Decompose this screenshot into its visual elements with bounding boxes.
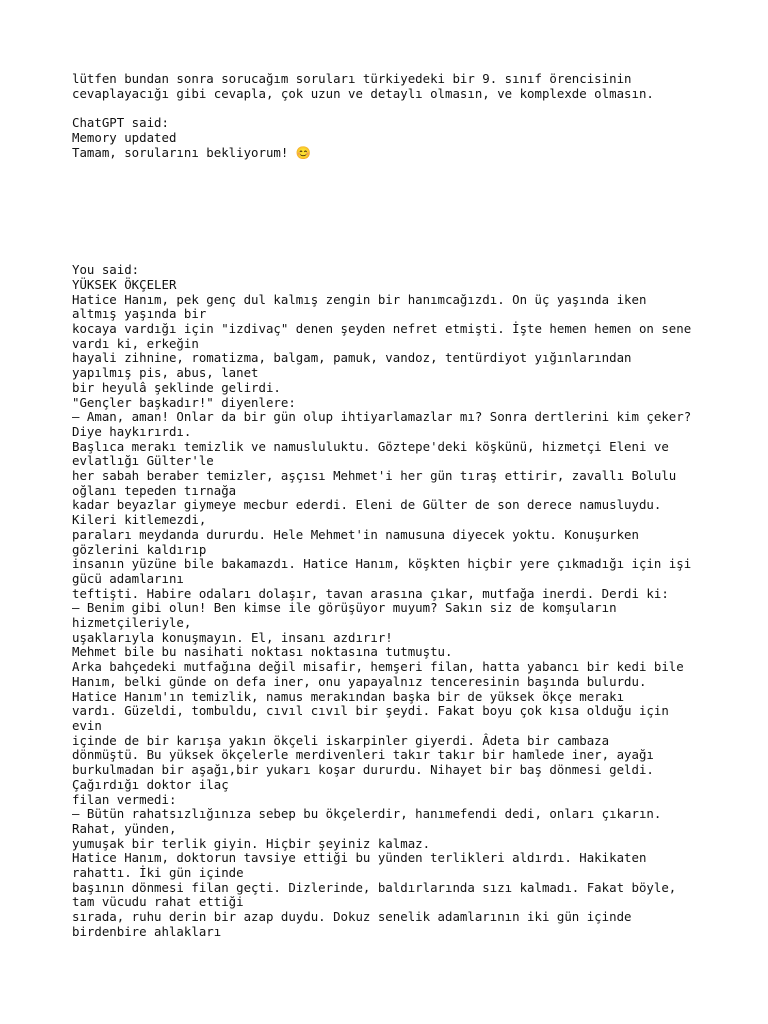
story-line: bir heyulâ şeklinde gelirdi. xyxy=(72,379,281,395)
story-text xyxy=(72,278,722,940)
story-line: hayali zihnine, romatizma, balgam, pamuk, vandoz, tentürdiyot yığınlarından xyxy=(72,350,632,366)
story-line: uşaklarıyla konuşmayın. El, insanı azdırır! xyxy=(72,629,393,645)
story-line: evlatlığı Gülter'le xyxy=(72,453,214,469)
story-line: vardı ki, erkeğin xyxy=(72,335,199,351)
user-speaker-label: You said: xyxy=(72,262,140,278)
story-line: tam vücudu rahat ettiği xyxy=(72,894,244,910)
spacer xyxy=(72,101,722,116)
section-gap xyxy=(72,160,722,263)
story-line: oğlanı tepeden tırnağa xyxy=(72,482,237,498)
story-line: insanın yüzüne bile bakamazdı. Hatice Hanım, köşkten hiçbir yere çıkmadığı için işi xyxy=(72,556,692,572)
story-line: — Aman, aman! Onlar da bir gün olup ihtiyarlamazlar mı? Sonra dertlerini kim çeker? xyxy=(72,409,692,425)
story-line: dönmüştü. Bu yüksek ökçelerle merdivenleri takır takır bir hamlede iner, ayağı xyxy=(72,747,654,763)
story-title: YÜKSEK ÖKÇELER xyxy=(72,276,177,292)
story-line: Hatice Hanım, doktorun tavsiye ettiği bu yünden terlikleri aldırdı. Hakikaten xyxy=(72,850,647,866)
story-line: gücü adamlarını xyxy=(72,570,184,586)
story-line: evin xyxy=(72,718,102,733)
prompt-line: cevaplayacığı gibi cevapla, çok uzun ve detaylı olmasın, ve komplexde olmasın. xyxy=(72,85,654,101)
story-line: içinde de bir karışa yakın ökçeli iskarpinler giyerdi. Âdeta bir cambaza xyxy=(72,732,610,748)
assistant-speaker-label: ChatGPT said: xyxy=(72,115,169,131)
user-message xyxy=(72,263,722,939)
story-line: "Gençler başkadır!" diyenlere: xyxy=(72,394,296,410)
assistant-reply: Tamam, sorularını bekliyorum! 😊 xyxy=(72,144,312,160)
story-line: Mehmet bile bu nasihati noktası noktasına tutmuştu. xyxy=(72,644,453,660)
story-line: Başlıca merakı temizlik ve namusluluktu. Göztepe'deki köşkünü, hizmetçi Eleni ve xyxy=(72,438,669,454)
story-line: Diye haykırırdı. xyxy=(72,423,192,439)
story-line: — Bütün rahatsızlığınıza sebep bu ökçelerdir, hanımefendi dedi, onları çıkarın. xyxy=(72,806,662,822)
story-line: yapılmış pis, abus, lanet xyxy=(72,365,259,381)
story-line: başının dönmesi filan geçti. Dizlerinde, baldırlarında sızı kalmadı. Fakat böyle, xyxy=(72,879,677,895)
story-line: Hatice Hanım, pek genç dul kalmış zengin bir hanımcağızdı. On üç yaşında iken xyxy=(72,291,647,307)
story-line: birdenbire ahlakları xyxy=(72,923,222,939)
story-line: altmış yaşında bir xyxy=(72,306,207,322)
user-prompt xyxy=(72,72,722,101)
story-line: her sabah beraber temizler, aşçısı Mehmet'i her gün tıraş ettirir, zavallı Bolulu xyxy=(72,468,677,484)
story-line: paraları meydanda dururdu. Hele Mehmet'in namusuna diyecek yoktu. Konuşurken xyxy=(72,526,639,542)
story-line: hizmetçileriyle, xyxy=(72,615,192,631)
story-line: kadar beyazlar giymeye mecbur ederdi. Eleni de Gülter de son derece namusluydu. xyxy=(72,497,662,513)
story-line: vardı. Güzeldi, tombuldu, cıvıl cıvıl bir şeydi. Fakat boyu çok kısa olduğu için xyxy=(72,703,669,719)
assistant-response xyxy=(72,116,722,160)
prompt-line: lütfen bundan sonra sorucağım soruları türkiyedeki bir 9. sınıf örencisinin xyxy=(72,71,632,86)
story-line: Rahat, yünden, xyxy=(72,820,177,836)
story-line: Hatice Hanım'ın temizlik, namus merakından başka bir de yüksek ökçe merakı xyxy=(72,688,625,704)
story-line: — Benim gibi olun! Ben kimse ile görüşüyor muyum? Sakın siz de komşuların xyxy=(72,600,617,616)
story-line: gözlerini kaldırıp xyxy=(72,541,207,557)
story-line: Hanım, belki günde on defa iner, onu yapayalnız tenceresinin başında bulurdu. xyxy=(72,673,647,689)
story-line: rahattı. İki gün içinde xyxy=(72,865,244,881)
story-line: kocaya vardığı için "izdivaç" denen şeyden nefret etmişti. İşte hemen hemen on sene xyxy=(72,321,692,337)
story-line: burkulmadan bir aşağı,bir yukarı koşar dururdu. Nihayet bir baş dönmesi geldi. xyxy=(72,762,654,778)
story-line: sırada, ruhu derin bir azap duydu. Dokuz senelik adamlarının iki gün içinde xyxy=(72,909,632,925)
story-line: filan vermedi: xyxy=(72,791,177,807)
story-line: yumuşak bir terlik giyin. Hiçbir şeyiniz kalmaz. xyxy=(72,835,431,851)
story-line: Arka bahçedeki mutfağına değil misafir, hemşeri filan, hatta yabancı bir kedi bile xyxy=(72,659,684,675)
document-page xyxy=(72,72,722,940)
memory-status: Memory updated xyxy=(72,129,177,145)
story-line: teftişti. Habire odaları dolaşır, tavan arasına çıkar, mutfağa inerdi. Derdi ki: xyxy=(72,585,669,601)
story-line: Çağırdığı doktor ilaç xyxy=(72,776,229,792)
story-line: Kileri kitlemezdi, xyxy=(72,512,207,528)
